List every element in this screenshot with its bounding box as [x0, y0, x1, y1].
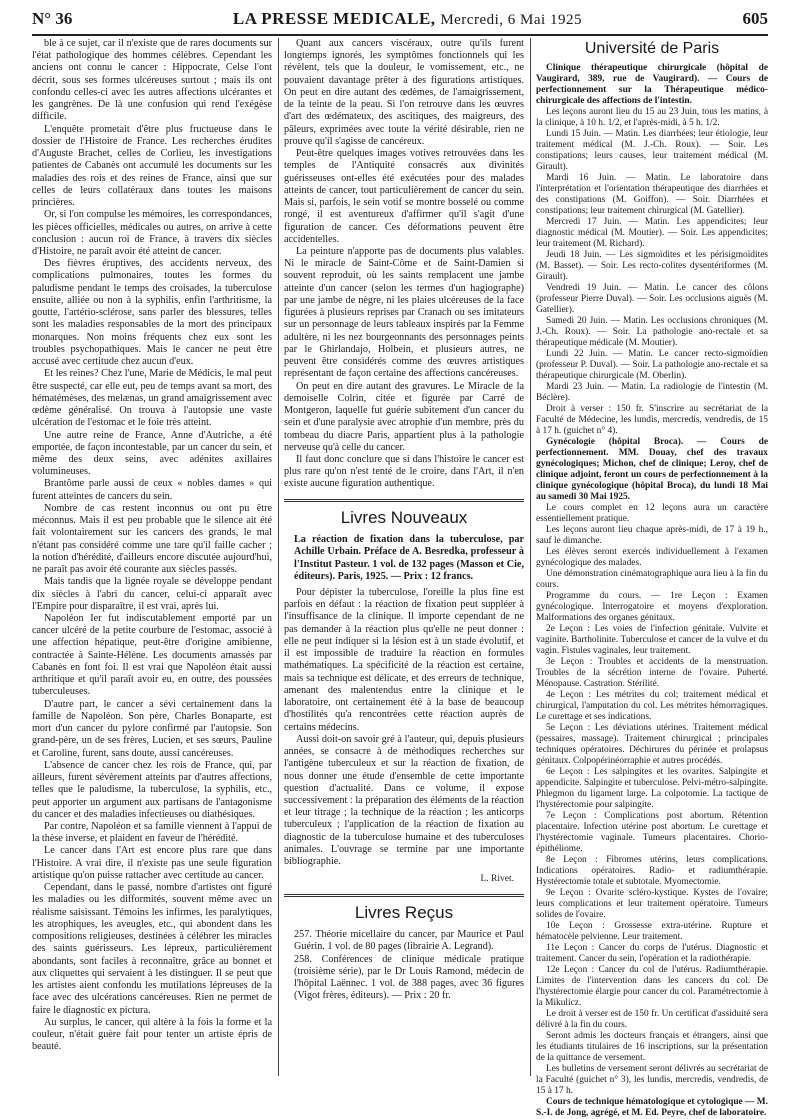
announcement-paragraph: Clinique thérapeutique chirurgicale (hôpital de Vaugirard, 389, rue de Vaugirard). — Cours de perfectionnement sur la Thérapeutique médico-chirurgicale des affections de l'intestin.	[536, 62, 768, 106]
announcement-paragraph: Mardi 16 Juin. — Matin. Le laboratoire dans l'interprétation et l'orientation thérapeutique des diarrhées et des constipations (M. Goiffon). — Soir. Diarrhées et constipations; leur traitement chirurgical (M. Gatellier).	[536, 172, 768, 216]
announcement-paragraph: Une démonstration cinématographique aura lieu à la fin du cours.	[536, 568, 768, 590]
announcement-paragraph: 2e Leçon : Les voies de l'infection génitale. Vulvite et vaginite. Bartholinite. Tuberculose et cancer de la vulve et du vagin. Fistules vaginales, leur traitement.	[536, 623, 768, 656]
announcement-paragraph: Vendredi 19 Juin. — Matin. Le cancer des côlons (professeur Pierre Duval). — Soir. Les occlusions aiguës (M. Gatellier).	[536, 282, 768, 315]
announcement-paragraph: Jeudi 18 Juin. — Les sigmoïdites et les périsigmoïdites (M. Basset). — Soir. Les recto-colites dysentériformes (M. Girault).	[536, 249, 768, 282]
page-number: 605	[742, 9, 768, 28]
paragraph: Quant aux cancers viscéraux, outre qu'ils furent longtemps ignorés, les symptômes fonctionnels qui les révèlent, tels que la douleur, le vomissement, etc., ne pouvaient davantage prêter à des figurations artistiques. On peut en dire autant des œdèmes, de l'amaigrissement, de la teinte de la peau. Si l'on retrouve dans les œuvres d'art des œdémateux, des ascitiques, des maigreurs, des pâleurs, exprimées avec toute la vérité désirable, rien ne prouve qu'il s'agisse de cancéreux.	[284, 38, 524, 147]
paragraph: L'enquête prometait d'être plus fructueuse dans le dossier de l'Histoire de France. Les recherches érudites d'Auguste Brachet, celles de Corlieu, les investigations patientes de Cabanès ont accumulé les documents sur les maladies des rois et des reines de France, ainsi que sur celles de leurs collatéraux dans toutes les maisons princières.	[32, 123, 272, 209]
announcement-paragraph: Les leçons auront lieu chaque après-midi, de 17 à 19 h., sauf le dimanche.	[536, 524, 768, 546]
paragraph: Par contre, Napoléon et sa famille viennent à l'appui de la thèse inverse, et plaident en faveur de l'hérédité.	[32, 821, 272, 845]
page-header	[32, 6, 768, 32]
paragraph: L'absence de cancer chez les rois de France, qui, par ailleurs, furent sévèrement atteints par d'autres affections, telles que le paludisme, la tuberculose, la syphilis, etc., peut apporter un argument aux partisans de l'antagonisme du cancer et des maladies infectieuses ou diathésiques.	[32, 759, 272, 820]
announcement-paragraph: Les bulletins de versement seront délivrés au secrétariat de la Faculté (guichet n° 3), les lundis, mercredis, vendredis, de 15 à 17 h.	[536, 1063, 768, 1096]
announcement-paragraph: 11e Leçon : Cancer du corps de l'utérus. Diagnostic et traitement. Cancer du sein, l'opération et la radiothérapie.	[536, 942, 768, 964]
paragraph: ble à ce sujet, car il n'existe que de rares documents sur l'état pathologique des hommes célèbres. Cependant les anciens ont connu le cancer : Hippocrate, Celse l'ont décrit, sous ses formes ulcéreuses surtout ; mais ils ont confondu celles-ci avec les autres affections ulcérantes et les gangrènes. De là une confusion qui rend l'exégèse difficile.	[32, 38, 272, 123]
paragraph: La peinture n'apporte pas de documents plus valables. Ni le miracle de Saint-Côme et de Saint-Damien si souvent reproduit, où les saints remplacent une jambe atteinte d'un cancer (selon les termes d'un hagiographe) par une jambe de nègre, ni les plaies ulcéreuses de la face figurées à plusieurs reprises par Cranach ou ses imitateurs sur un personnage de leurs tableaux inspirés par la Femme adultère, ni les nez bourgeonnants des personnages peints par le Ghirlandajo, Holbein, et plusieurs autres, ne peuvent être considérés comme des œuvres artistiques représentant de façon certaine des affections cancéreuses.	[284, 245, 524, 380]
announcement-paragraph: Cours de technique hématologique et cytologique — M. S.-I. de Jong, agrégé, et M. Ed. Peyre, chef de laboratoire.	[536, 1096, 768, 1118]
header-rule	[32, 34, 768, 36]
universite-title: Université de Paris	[584, 40, 720, 57]
livres-nouveaux-title: Livres Nouveaux	[340, 507, 468, 527]
announcement-paragraph: Programme du cours. — 1re Leçon : Examen gynécologique. Interrogatoire et moyens d'exploration. Malformations des organes génitaux.	[536, 590, 768, 623]
announcement-paragraph: Samedi 20 Juin. — Matin. Les occlusions chroniques (M. J.-Ch. Roux). — Soir. La pathologie ano-rectale et sa thérapeutique médicale (M. Moutier).	[536, 315, 768, 348]
announcement-paragraph: Lundi 22 Juin. — Matin. Le cancer recto-sigmoïdien (professeur P. Duval). — Soir. La pathologie ano-rectale et sa thérapeutique chirurgicale (M. Oberlin).	[536, 348, 768, 381]
paragraph: Brantôme parle aussi de ceux « nobles dames » qui furent atteintes de cancers du sein.	[32, 478, 272, 502]
paragraph: Napoléon Ier fut indiscutablement emporté par un cancer ulcéré de la petite courbure de l'estomac, associé à une affection hépatique, peut-être d'origine amibienne, contractée à Sainte-Hélène. Les documents amassés par Cabanès en font foi. Il est vrai que Napoléon était aussi arthritique et qu'il paraît avoir eu, en outre, des poussées tuberculeuses.	[32, 613, 272, 698]
announcement-paragraph: 8e Leçon : Fibromes utérins, leurs complications. Indications opératoires. Radio- et radiumthérapie. Hystérectomie totale et subtotale. Myomectomie.	[536, 854, 768, 887]
paragraph: Mais tandis que la lignée royale se développe pendant dix siècles à l'abri du cancer, celui-ci apparaît avec l'Empire pour disparaître, il est vrai, après lui.	[32, 576, 272, 612]
paragraph: Peut-être quelques images votives retrouvées dans les temples de l'Antiquité consacrés aux divinités guérisseuses ont-elles été exécutées pour des malades atteints de cancer, tout particulièrement de cancer du sein. Mais si, parfois, le sein votif se montre bosselé ou comme rongé, il est aventureux d'affirmer qu'il s'agit d'une figuration de cancer. Ces déformations peuvent être accidentelles.	[284, 148, 524, 245]
paragraph: Le cancer dans l'Art est encore plus rare que dans l'Histoire. A vrai dire, il n'existe pas une seule figuration artistique qu'on puisse rattacher avec certitude au cancer.	[32, 845, 272, 881]
announcement-paragraph: Mercredi 17 Juin. — Matin. Les appendicites; leur diagnostic médical (M. Moutier). — Soir. Les appendicites; leur traitement (M. Richard).	[536, 216, 768, 249]
review-paragraph: Aussi doit-on savoir gré à l'auteur, qui, depuis plusieurs années, se consacre à de méthodiques recherches sur l'antigène tuberculeux et sur la réaction de fixation, de nous donner une étude d'ensemble de cette importante question d'actualité. Dans ce volume, il expose successivement : la préparation des éléments de la réaction et leur titrage ; la technique de la réaction ; les anticorps tuberculeux ; l'application de la réaction de fixation au diagnostic de la tuberculose humaine et des tuberculoses animales. L'ouvrage se termine par une importante bibliographie.	[284, 733, 524, 868]
paragraph: Et les reines? Chez l'une, Marie de Médicis, le mal peut être suspecté, car elle eut, peu de temps avant sa mort, des hématémèses, des melænas, un grand amaigrissement avec œdème généralisé. On trouva à l'autopsie une vaste ulcération de l'estomac et le foie très atteint.	[32, 368, 272, 429]
announcement-paragraph: Le cours complet en 12 leçons aura un caractère essentiellement pratique.	[536, 502, 768, 524]
announcement-paragraph: Le droit à verser est de 150 fr. Un certificat d'assiduité sera délivré à la fin du cours.	[536, 1008, 768, 1030]
announcement-paragraph: 9e Leçon : Ovarite scléro-kystique. Kystes de l'ovaire; leurs complications et leur traitement opératoire. Tumeurs solides de l'ovaire.	[536, 887, 768, 920]
announcement-paragraph: 6e Leçon : Les salpingites et les ovarites. Salpingite et appendicite. Salpingite et tuberculose. Pelvi-métro-salpingite. Phlegmon du ligament large. La colpotomie. La tactique de l'hystérectomie pour salpingite.	[536, 766, 768, 810]
paragraph: Des fièvres éruptives, des accidents nerveux, des complications pulmonaires, toutes les formes du paludisme pendant le temps des croisades, la tuberculose ensuite, alliée ou non à la syphilis, enfin l'arthritisme, la goutte, l'artério-sclérose, sans parler des blessures, telles sont les maladies responsables de la mort des principaux monarques. Non moins fréquents chez eux sont les troubles psychopathiques. Mais le cancer ne peut être accusé avec certitude chez aucun d'eux.	[32, 258, 272, 368]
announcement-paragraph: Les élèves seront exercés individuellement à l'examen gynécologique des malades.	[536, 546, 768, 568]
universite-body	[536, 63, 768, 1119]
issue-date: Mercredi, 6 Mai 1925	[440, 12, 582, 28]
announcement-paragraph: 3e Leçon : Troubles et accidents de la menstruation. Troubles de la sécrétion interne de l'ovaire. Puberté. Ménopause. Castration. Stérilité.	[536, 656, 768, 689]
announcement-paragraph: Gynécologie (hôpital Broca). — Cours de perfectionnement. MM. Douay, chef des travaux gynécologiques; Michon, chef de clinique; Leroy, chef de clinique adjoint, feront un cours de perfectionnement à la clinique gynécologique (hôpital Broca), du lundi 18 Mai au samedi 30 Mai 1925.	[536, 436, 768, 502]
article-continuation	[284, 38, 524, 491]
announcement-paragraph: Droit à verser : 150 fr. S'inscrire au secrétariat de la Faculté de Médecine, les lundis, mercredis, vendredis, de 15 à 17 h. (guichet n° 4).	[536, 403, 768, 436]
announcement-paragraph: Mardi 23 Juin. — Matin. La radiologie de l'intestin (M. Béclère).	[536, 381, 768, 403]
livres-recus-title: Livres Reçus	[354, 902, 454, 922]
article-column-2	[284, 38, 524, 1078]
book-review-body	[284, 587, 524, 868]
announcement-paragraph: Les leçons auront lieu du 15 au 23 Juin, tous les matins, à la clinique, à 10 h. 1/2, et l'après-midi, à 5 h. 1/2.	[536, 106, 768, 128]
paragraph: Or, si l'on compulse les mémoires, les correspondances, les pièces officielles, médicales ou autres, on arrive à cette conclusion : aucun roi de France, à travers dix siècles d'Histoire, ne paraît avoir été atteint de cancer.	[32, 209, 272, 257]
book-entry: 257. Théorie micellaire du cancer, par Maurice et Paul Guérin. 1 vol. de 80 pages (librairie A. Legrand).	[294, 929, 524, 953]
announcement-paragraph: Lundi 15 Juin. — Matin. Les diarrhées; leur étiologie, leur traitement médical (M. J.-Ch. Roux). — Soir. Les constipations; leurs causes, leur traitement médical (M. Girault).	[536, 128, 768, 172]
paragraph: Il faut donc conclure que si dans l'histoire le cancer est plus rare qu'on n'est tenté de le croire, dans l'Art, il n'en existe aucune figuration authentique.	[284, 453, 524, 490]
section-rule	[284, 499, 524, 502]
announcement-paragraph: 12e Leçon : Cancer du col de l'utérus. Radiumthérapie. Limites de l'intervention dans les cancers du col. De l'hystérectomie élargie pour cancer du col. Paramétrectomie à la Mikulicz.	[536, 964, 768, 1008]
review-paragraph: Pour dépister la tuberculose, l'oreille la plus fine est parfois en défaut : la réaction de fixation peut suppléer à l'insuffisance de la clinique. Il importe cependant de ne pas demander à la réaction plus qu'elle ne peut donner : elle ne peut indiquer si la lésion est à un stade évolutif, et il est impossible de traduire la réaction en formules mathématiques. La spécificité de la réaction est certaine, mais sa technique est délicate, et des erreurs de technique, amenant des malentendus entre la clinique et le laboratoire, ont certainement été à la base de beaucoup d'hostilités qu'a rencontrées cette réaction auprès de certains médecins.	[284, 587, 524, 733]
section-rule-2	[284, 894, 524, 897]
journal-name: LA PRESSE MEDICALE,	[232, 9, 436, 28]
paragraph: On peut en dire autant des gravures. Le Miracle de la demoiselle Colrin, citée et figurée par Carré de Montgeron, laquelle fut guérie subitement d'un cancer du sein et d'une paralysie avec atrophie d'un membre, près du tombeau du diacre Paris, appartient plus à la pathologie nerveuse qu'à celle du cancer.	[284, 380, 524, 453]
announcement-paragraph: Seront admis les docteurs français et étrangers, ainsi que les étudiants titulaires de 16 inscriptions, sur la présentation de la quittance de versement.	[536, 1030, 768, 1063]
paragraph: Cependant, dans le passé, nombre d'artistes ont figuré les maladies ou les difformités, souvent même avec un réalisme saisissant. Témoins les infirmes, les paralytiques, les atrophiques, les aveugles, etc., qui abondent dans les compositions religieuses, destinées à célébrer les miracles des saints guérisseurs. Les lépreux, particulièrement abondants, sont faciles à reconnaître, grâce au bonnet et aux cliquettes qui servaient à les distinguer. Il se peut que les artistes aient confondu les mutilations lépreuses de la face avec des ulcérations cancéreuses. Rien ne permet de faire le diagnostic ex pictura.	[32, 882, 272, 1016]
article-column-1	[32, 38, 272, 1078]
column-divider-2	[530, 38, 531, 1076]
announcement-paragraph: 4e Leçon : Les métrites du col; traitement médical et chirurgical, l'amputation du col. Les métrites hémorragiques. Le curettage et ses indications.	[536, 689, 768, 722]
paragraph: Une autre reine de France, Anne d'Autriche, a été emportée, de façon incontestable, par un cancer du sein, et même des deux seins, avec adénites axillaires volumineuses.	[32, 429, 272, 478]
announcement-paragraph: 7e Leçon : Complications post abortum. Rétention placentaire. Infection utérine post abortum. Le curettage et l'hystérectomie vaginale. Tumeurs placentaires. Chorio-épithéliome.	[536, 810, 768, 854]
paragraph: D'autre part, le cancer a sévi certainement dans la famille de Napoléon. Son père, Charles Bonaparte, est mort d'un cancer du pylore confirmé par l'autopsie. Son grand-père, un de ses frères, Lucien, et ses sœurs, Pauline et Caroline, furent, sans doute, aussi cancéreuses.	[32, 698, 272, 759]
column-divider-1	[278, 38, 279, 1076]
journal-title	[233, 9, 582, 29]
book-review-title: La réaction de fixation dans la tuberculose, par Achille Urbain. Préface de A. Besredka, professeur à l'Institut Pasteur. 1 vol. de 132 pages (Masson et Cie, éditeurs). Paris, 1925. — Prix : 12 francs.	[294, 534, 524, 582]
issue-number: N° 36	[32, 9, 73, 28]
paragraph: Au surplus, le cancer, qui altère à la fois la forme et la couleur, n'était guère fait pour tenter un artiste épris de beauté.	[32, 1016, 272, 1053]
announcement-paragraph: 5e Leçon : Les déviations utérines. Traitement médical (pessaires, massage). Traitement chirurgical ; principales techniques opératoires. Déchirures du périnée et prolapsus génitaux. Colpopérinéorraphie et autres procédés.	[536, 722, 768, 766]
paragraph: Nombre de cas restent inconnus ou ont pu être méconnus. Mais il est peu probable que le silence ait été fait volontairement sur les cancers des grands, le mal n'étant pas considéré comme une tare qu'il faille cacher ; la notion d'hérédité, d'ailleurs encore discutée aujourd'hui, ne paraît pas avoir été courante aux siècles passés.	[32, 502, 272, 576]
livres-recus-list	[284, 929, 524, 1002]
article-column-3	[536, 38, 768, 1118]
announcement-paragraph: 10e Leçon : Grossesse extra-utérine. Rupture et hématocèle pelvienne. Leur traitement.	[536, 920, 768, 942]
review-signature: L. Rivet.	[480, 874, 514, 885]
book-entry: 258. Conférences de clinique médicale pratique (troisième série), par le Dr Louis Ramond, médecin de l'hôpital Laënnec. 1 vol. de 388 pages, avec 36 figures (Vigot frères, éditeurs). — Prix : 20 fr.	[294, 953, 524, 1002]
